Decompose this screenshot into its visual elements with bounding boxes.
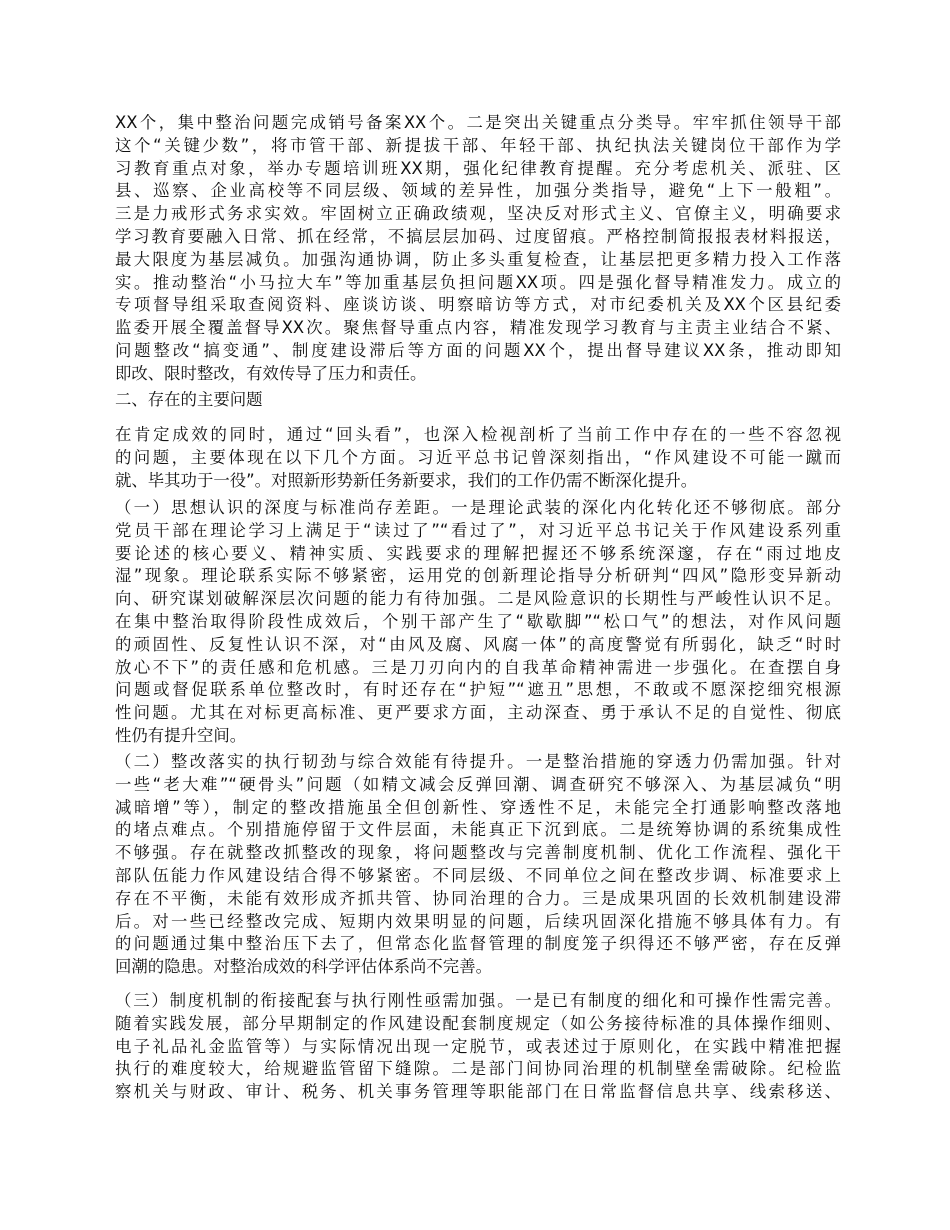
section-heading: 二、存在的主要问题	[115, 390, 263, 409]
text-line: 向、研究谋划破解深层次问题的能力有待加强。二是风险意识的长期性与严峻性认识不足。	[115, 589, 841, 609]
text-line: 学习教育要融入日常、抓在经常，不搞层层加码、过度留痕。严格控制简报报表材料报送，	[115, 226, 841, 246]
text-line: 最大限度为基层减负。加强沟通协调，防止多头重复检查，让基层把更多精力投入工作落	[115, 249, 841, 269]
text-line: 即改、限时整改，有效传导了压力和责任。	[115, 363, 427, 383]
text-line: 就、毕其功于一役”。对照新形势新任务新要求，我们的工作仍需不断深化提升。	[115, 470, 698, 490]
text-line: 随着实践发展，部分早期制定的作风建设配套制度规定（如公务接待标准的具体操作细则、	[115, 1013, 841, 1033]
text-line: 存在不平衡，未能有效形成齐抓共管、协同治理的合力。三是成果巩固的长效机制建设滞	[115, 888, 841, 908]
text-line: 电子礼品礼金监管等）与实际情况出现一定脱节，或表述过于原则化，在实践中精准把握	[115, 1036, 841, 1056]
text-line: 部队伍能力作风建设结合得不够紧密。不同层级、不同单位之间在整改步调、标准要求上	[115, 865, 841, 885]
text-line: 习教育重点对象，举办专题培训班XX期，强化纪律教育提醒。充分考虑机关、派驻、区	[115, 158, 841, 178]
text-line: 后。对一些已经整改完成、短期内效果明显的问题，后续巩固深化措施不够具体有力。有	[115, 911, 841, 931]
text-line: 要论述的核心要义、精神实质、实践要求的理解把握还不够系统深邃，存在“雨过地皮	[115, 543, 841, 563]
text-line: 的堵点难点。个别措施停留于文件层面，未能真正下沉到底。二是统筹协调的系统集成性	[115, 820, 841, 840]
text-line: 的问题通过集中整治压下去了，但常态化监督管理的制度笼子织得还不够严密，存在反弹	[115, 934, 841, 954]
text-line: 一些“老大难”“硬骨头”问题（如精文减会反弹回潮、调查研究不够深入、为基层减负“明	[115, 774, 841, 794]
text-line: 问题或督促联系单位整改时，有时还存在“护短”“遮丑”思想，不敢或不愿深挖细究根源	[115, 680, 841, 700]
text-line: 执行的难度较大，给规避监管留下缝隙。二是部门间协同治理的机制壁垒需破除。纪检监	[115, 1059, 841, 1079]
text-line: （二）整改落实的执行韧劲与综合效能有待提升。一是整治措施的穿透力仍需加强。针对	[115, 752, 841, 771]
text-line: （三）制度机制的衔接配套与执行刚性亟需加强。一是已有制度的细化和可操作性需完善。	[115, 991, 841, 1010]
text-line: 实。推动整治“小马拉大车”等加重基层负担问题XX项。四是强化督导精准发力。成立的	[115, 272, 841, 292]
text-line: 察机关与财政、审计、税务、机关事务管理等职能部门在日常监督信息共享、线索移送、	[115, 1082, 841, 1102]
text-line: 回潮的隐患。对整治成效的科学评估体系尚不完善。	[115, 957, 492, 977]
paragraph-problem-1	[115, 497, 841, 748]
text-line: （一）思想认识的深度与标准尚存差距。一是理论武装的深化内化转化还不够彻底。部分	[115, 498, 841, 517]
text-line: XX个，集中整治问题完成销号备案XX个。二是突出关键重点分类导。牢牢抓住领导干部	[115, 113, 841, 132]
text-line: 放心不下”的责任感和危机感。三是刀刃向内的自我革命精神需进一步强化。在查摆自身	[115, 657, 841, 677]
text-line: 专项督导组采取查阅资料、座谈访谈、明察暗访等方式，对市纪委机关及XX个区县纪委	[115, 295, 841, 315]
text-line: 湿”现象。理论联系实际不够紧密，运用党的创新理论指导分析研判“四风”隐形变异新动	[115, 566, 841, 586]
text-line: 问题整改“搞变通”、制度建设滞后等方面的问题XX个，提出督导建议XX条，推动即知	[115, 340, 841, 360]
paragraph-intro-problems	[115, 424, 841, 492]
paragraph-problem-3	[115, 990, 841, 1104]
paragraph-problem-2	[115, 751, 841, 979]
paragraph-achievements	[115, 112, 841, 386]
text-line: 在集中整治取得阶段性成效后，个别干部产生了“歇歇脚”“松口气”的想法，对作风问题	[115, 611, 841, 631]
text-line: 性仍有提升空间。	[115, 725, 247, 745]
text-line: 党员干部在理论学习上满足于“读过了”“看过了”，对习近平总书记关于作风建设系列重	[115, 520, 841, 540]
text-line: 这个“关键少数”，将市管干部、新提拔干部、年轻干部、执纪执法关键岗位干部作为学	[115, 135, 841, 155]
text-line: 不够强。存在就整改抓整改的现象，将问题整改与完善制度机制、优化工作流程、强化干	[115, 843, 841, 863]
text-line: 县、巡察、企业高校等不同层级、领域的差异性，加强分类指导，避免“上下一般粗”。	[115, 181, 841, 201]
text-line: 的顽固性、反复性认识不深，对“由风及腐、风腐一体”的高度警觉有所弱化，缺乏“时时	[115, 634, 841, 654]
text-line: 三是力戒形式务求实效。牢固树立正确政绩观，坚决反对形式主义、官僚主义，明确要求	[115, 204, 841, 224]
text-line: 减暗增”等），制定的整改措施虽全但创新性、穿透性不足，未能完全打通影响整改落地	[115, 797, 841, 817]
text-line: 监委开展全覆盖督导XX次。聚焦督导重点内容，精准发现学习教育与主责主业结合不紧、	[115, 318, 841, 338]
text-line: 在肯定成效的同时，通过“回头看”，也深入检视剖析了当前工作中存在的一些不容忽视	[115, 425, 841, 444]
text-line: 性问题。尤其在对标更高标准、更严要求方面，主动深查、勇于承认不足的自觉性、彻底	[115, 703, 841, 723]
text-line: 的问题，主要体现在以下几个方面。习近平总书记曾深刻指出，“作风建设不可能一蹴而	[115, 447, 841, 467]
